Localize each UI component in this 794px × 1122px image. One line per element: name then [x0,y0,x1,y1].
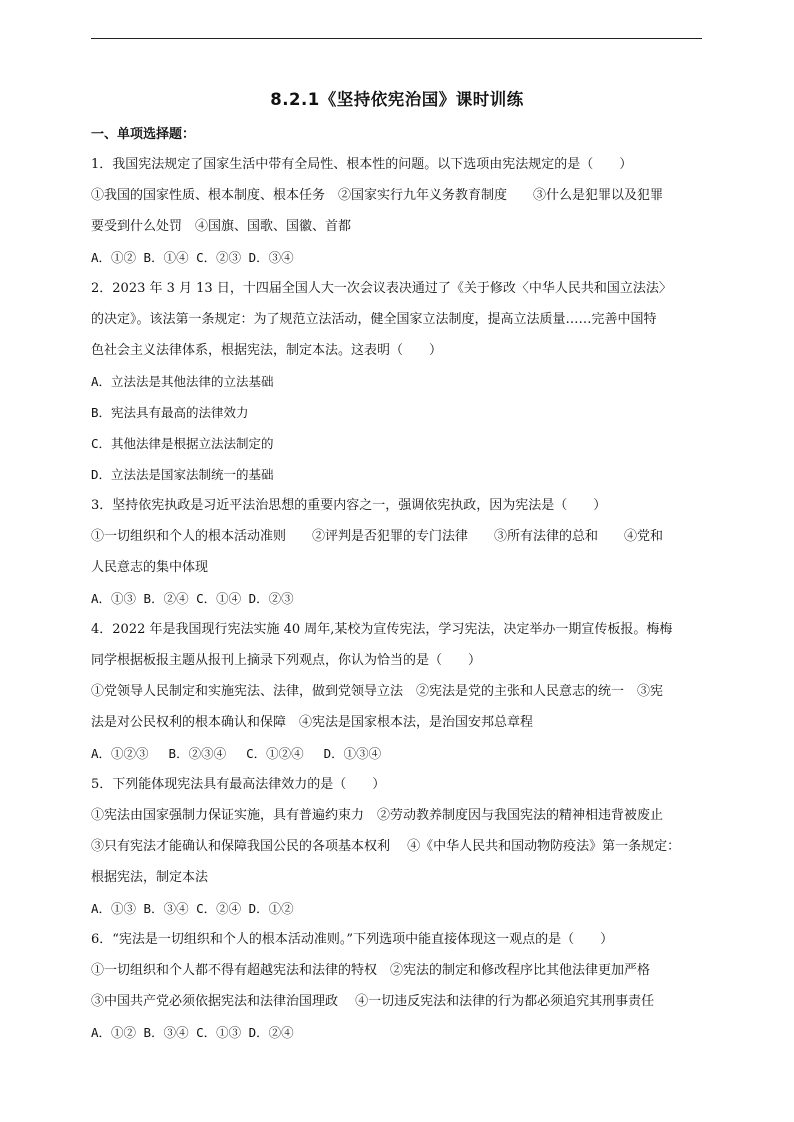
q1-options-cont: 要受到什么处罚 ④国旗、国歌、国徽、首都 [91,219,352,234]
q4-stem-cont: 同学根据板报主题从报刊上摘录下列观点，你认为恰当的是（ ） [91,653,482,668]
q2-stem: 2．2023 年 3 月 13 日，十四届全国人大一次会议表决通过了《关于修改〈中华人民共和国立法法〉 [91,281,672,296]
q4-options-cont: 法是对公民权利的根本确认和保障 ④宪法是国家根本法，是治国安邦总章程 [91,715,534,730]
q2-choice-a: A．立法法是其他法律的立法基础 [91,374,274,389]
q5-stem: 5．下列能体现宪法具有最高法律效力的是（ ） [91,777,386,792]
q3-stem: 3．坚持依宪执政是习近平法治思想的重要内容之一，强调依宪执政，因为宪法是（ ） [91,498,607,513]
q5-answers: A．①③ B．③④ C．②④ D．①② [91,901,294,916]
q1-stem: 1．我国宪法规定了国家生活中带有全局性、根本性的问题。以下选项由宪法规定的是（ ） [91,157,633,172]
q2-stem-end: 色社会主义法律体系，根据宪法，制定本法。这表明（ ） [91,343,443,358]
q2-choice-c: C．其他法律是根据立法法制定的 [91,436,274,451]
q5-options-end: 根据宪法，制定本法 [91,870,209,885]
q1-options: ①我国的国家性质、根本制度、根本任务 ②国家实行九年义务教育制度 ③什么是犯罪以及犯罪 [91,188,664,203]
q6-options: ①一切组织和个人都不得有超越宪法和法律的特权 ②宪法的制定和修改程序比其他法律更加严格 [91,963,651,978]
document-body [91,121,705,1048]
header-rule [91,38,702,39]
q3-options-cont: 人民意志的集中体现 [91,560,209,575]
q6-options-cont: ③中国共产党必须依据宪法和法律治国理政 ④一切违反宪法和法律的行为都必须追究其刑事责任 [91,994,655,1009]
q1-answers: A．①② B．①④ C．②③ D．③④ [91,250,294,265]
q4-stem: 4．2022 年是我国现行宪法实施 40 周年,某校为宣传宪法，学习宪法，决定举办一期宣传板报。梅梅 [91,622,673,637]
q4-options: ①党领导人民制定和实施宪法、法律，做到党领导立法 ②宪法是党的主张和人民意志的统一 ③宪 [91,684,664,699]
q3-options: ①一切组织和个人的根本活动准则 ②评判是否犯罪的专门法律 ③所有法律的总和 ④党和 [91,529,664,544]
q5-options-cont: ③只有宪法才能确认和保障我国公民的各项基本权利 ④《中华人民共和国动物防疫法》第一条规定： [91,839,681,854]
document-title: 8.2.1《坚持依宪治国》课时训练 [270,90,524,109]
q5-options: ①宪法由国家强制力保证实施，具有普遍约束力 ②劳动教养制度因与我国宪法的精神相违背被废止 [91,808,664,823]
q6-answers: A．①② B．③④ C．①③ D．②④ [91,1025,294,1040]
q2-stem-cont: 的决定》。该法第一条规定：为了规范立法活动，健全国家立法制度，提高立法质量……完善中国特 [91,312,657,327]
q6-stem: 6．“宪法是一切组织和个人的根本活动准则。”下列选项中能直接体现这一观点的是（ ） [91,932,614,947]
q2-choice-b: B．宪法具有最高的法律效力 [91,405,249,420]
section-header: 一、单项选择题： [91,127,196,142]
q2-choice-d: D．立法法是国家法制统一的基础 [91,467,274,482]
q4-answers: A．①②③ B．②③④ C．①②④ D．①③④ [91,746,382,761]
q3-answers: A．①③ B．②④ C．①④ D．②③ [91,591,294,606]
